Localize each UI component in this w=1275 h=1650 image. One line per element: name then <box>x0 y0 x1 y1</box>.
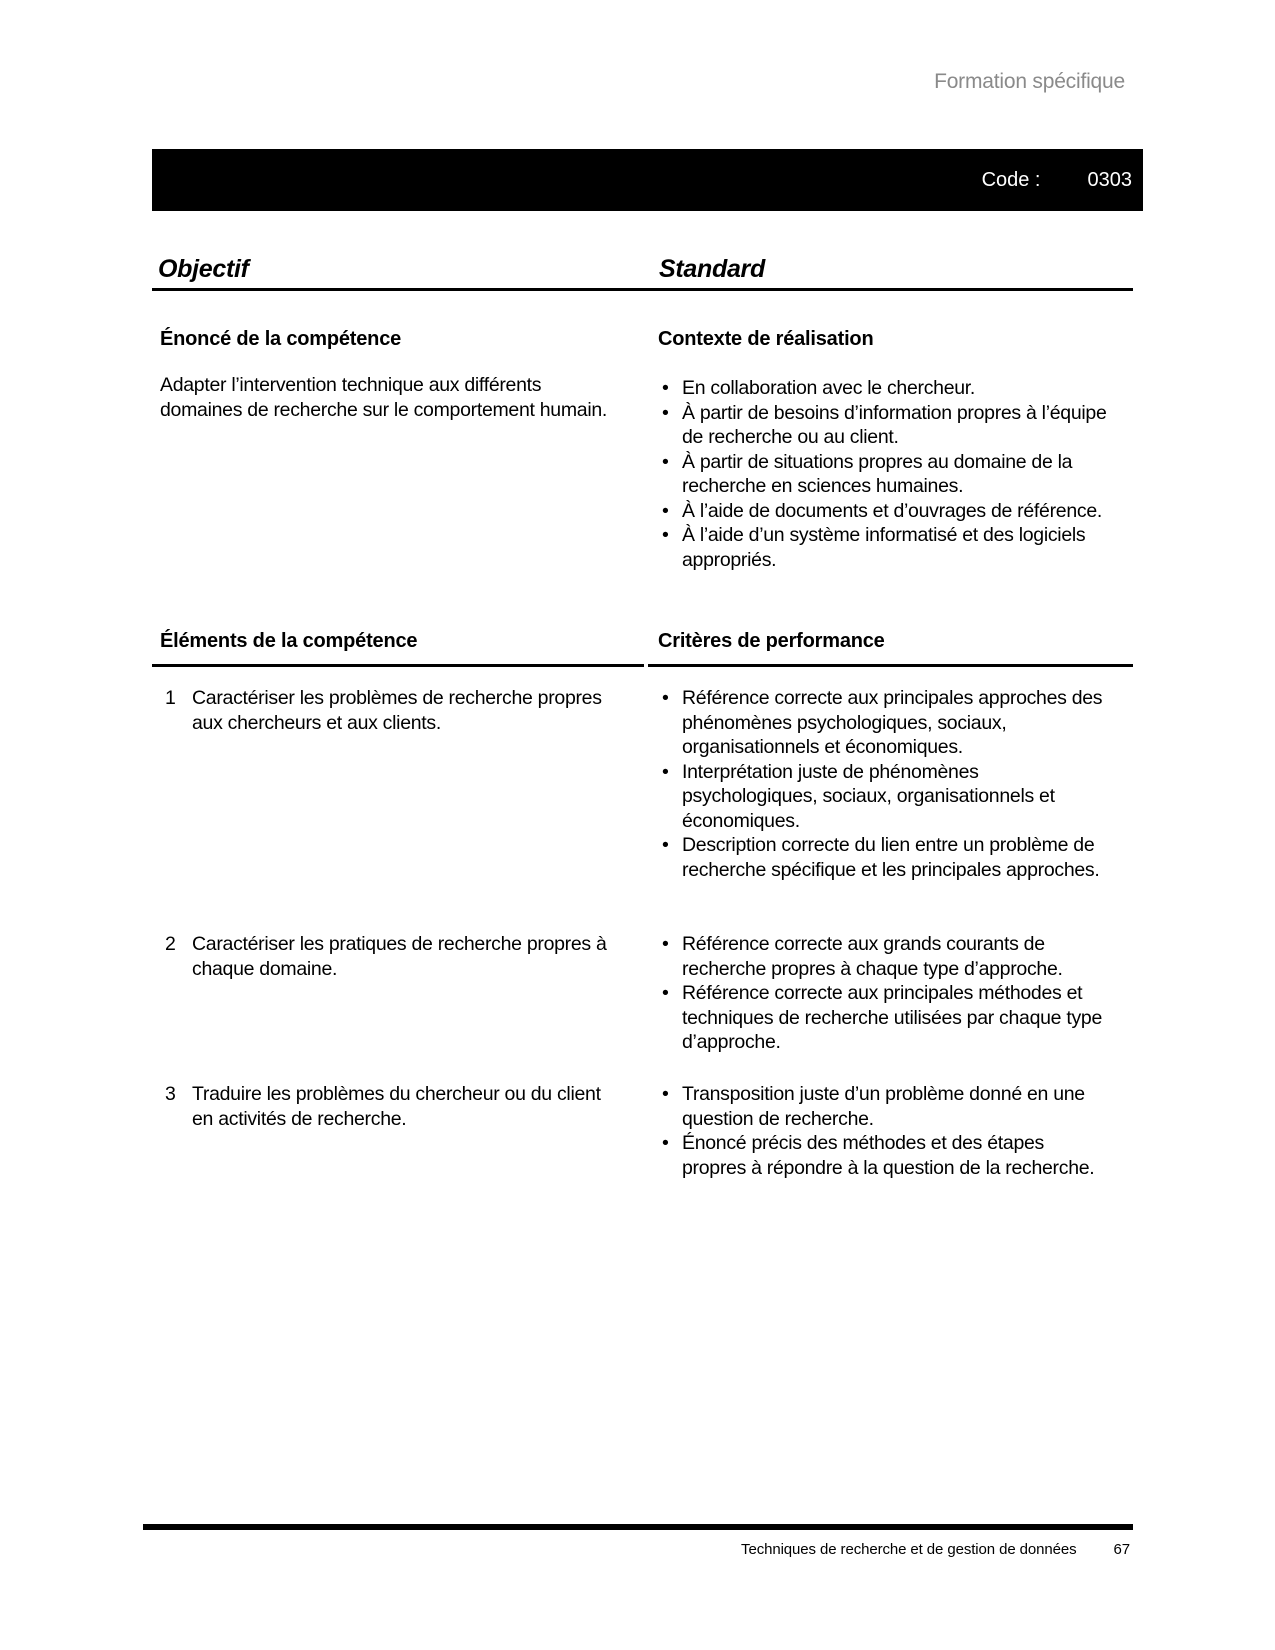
list-item: • Référence correcte aux grands courants de recherche propres à chaque type d’approche. <box>658 932 1133 981</box>
criteria-cell <box>648 932 1133 1055</box>
list-item: • En collaboration avec le chercheur. <box>658 376 1133 401</box>
bullet-icon <box>658 450 682 499</box>
list-item: • Énoncé précis des méthodes et des étapes propres à répondre à la question de la recherche. <box>658 1131 1133 1180</box>
objectif-heading: Objectif <box>158 255 249 283</box>
code-label: Code : <box>981 168 1041 191</box>
criteres-heading: Critères de performance <box>648 628 1133 667</box>
code-value: 0303 <box>1087 168 1132 191</box>
bullet-icon <box>658 932 682 981</box>
element-number: 1 <box>165 687 176 709</box>
bullet-icon <box>658 1131 682 1180</box>
element-statement <box>152 1082 648 1180</box>
element-row-2 <box>152 932 1133 1055</box>
element-statement <box>152 686 648 882</box>
list-item: • À partir de situations propres au domaine de la recherche en sciences humaines. <box>658 450 1133 499</box>
list-item: • Description correcte du lien entre un problème de recherche spécifique et les principales approches. <box>658 833 1133 882</box>
contexte-bullet-list <box>658 376 1133 572</box>
bullet-icon <box>658 686 682 760</box>
element-number: 3 <box>165 1083 176 1105</box>
element-statement <box>152 932 648 1055</box>
criteria-bullet-list <box>658 932 1133 1055</box>
enonce-heading: Énoncé de la compétence <box>160 328 402 350</box>
contexte-column <box>648 326 1133 572</box>
bullet-icon <box>658 499 682 524</box>
bullet-icon <box>658 376 682 401</box>
section-enonce-contexte <box>152 326 1133 572</box>
objectif-standard-header <box>152 250 1133 291</box>
list-item: • Transposition juste d’un problème donné en une question de recherche. <box>658 1082 1133 1131</box>
bullet-icon <box>658 523 682 572</box>
bullet-icon <box>658 833 682 882</box>
enonce-paragraph: Adapter l’intervention technique aux différents domaines de recherche sur le comportement humain. <box>160 374 608 421</box>
bullet-icon <box>658 760 682 834</box>
bullet-icon <box>658 981 682 1055</box>
footer-page-number: 67 <box>1113 1541 1130 1558</box>
bullet-icon <box>658 401 682 450</box>
list-item: • Référence correcte aux principales approches des phénomènes psychologiques, sociaux, organisationnels et économiques. <box>658 686 1133 760</box>
bullet-icon <box>658 1082 682 1131</box>
criteria-cell <box>648 686 1133 882</box>
list-item: • Interprétation juste de phénomènes psychologiques, sociaux, organisationnels et économiques. <box>658 760 1133 834</box>
element-text: Caractériser les pratiques de recherche propres à chaque domaine. <box>192 933 607 980</box>
element-text: Caractériser les problèmes de recherche propres aux chercheurs et aux clients. <box>192 687 602 734</box>
section-elements-criteres-header <box>152 628 1133 667</box>
enonce-column <box>152 326 648 572</box>
running-header: Formation spécifique <box>934 70 1125 93</box>
elements-heading: Éléments de la compétence <box>152 628 644 667</box>
standard-heading: Standard <box>659 255 765 283</box>
element-text: Traduire les problèmes du chercheur ou du client en activités de recherche. <box>192 1083 601 1130</box>
contexte-heading: Contexte de réalisation <box>658 328 874 350</box>
element-row-1 <box>152 686 1133 882</box>
criteria-cell <box>648 1082 1133 1180</box>
footer-title: Techniques de recherche et de gestion de données <box>741 1541 1077 1558</box>
list-item: • Référence correcte aux principales méthodes et techniques de recherche utilisées par chaque type d’approche. <box>658 981 1133 1055</box>
list-item: • À partir de besoins d’information propres à l’équipe de recherche ou au client. <box>658 401 1133 450</box>
list-item: • À l’aide de documents et d’ouvrages de référence. <box>658 499 1133 524</box>
footer-divider <box>143 1524 1133 1530</box>
footer <box>143 1541 1133 1558</box>
element-row-3 <box>152 1082 1133 1180</box>
criteria-bullet-list <box>658 1082 1133 1180</box>
code-bar <box>152 149 1143 211</box>
criteria-bullet-list <box>658 686 1133 882</box>
element-number: 2 <box>165 933 176 955</box>
list-item: • À l’aide d’un système informatisé et des logiciels appropriés. <box>658 523 1133 572</box>
